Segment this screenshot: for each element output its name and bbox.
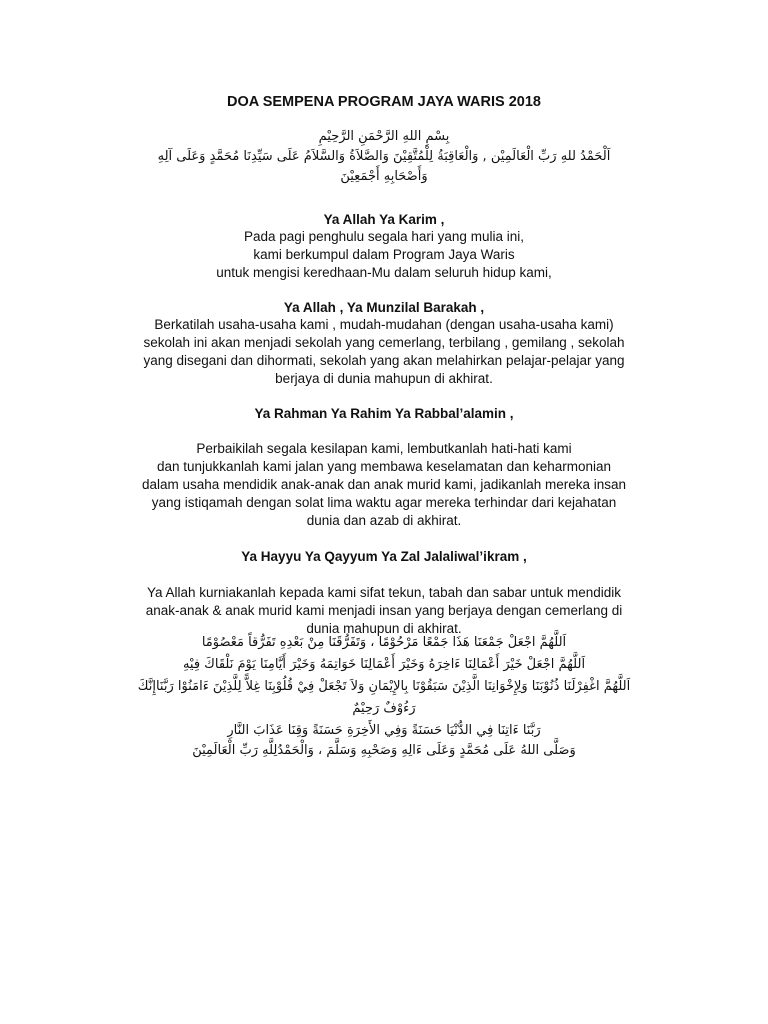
section2-line: yang disegani dan dihormati, sekolah yang akan melahirkan pelajar-pelajar yang — [143, 353, 625, 368]
section1-line: untuk mengisi keredhaan-Mu dalam seluruh hidup kami, — [216, 265, 552, 280]
section4-line: Ya Allah kurniakanlah kepada kami sifat tekun, tabah dan sabar untuk mendidik — [146, 585, 622, 600]
section3-line: yang istiqamah dengan solat lima waktu agar mereka terhindar dari kejahatan — [151, 495, 617, 510]
closing-dua-line: وَصَلَّى اللهُ عَلَى مُحَمَّدٍ وَعَلَى ءَالِهِ وَصَحْبِهِ وَسَلَّمَ ، وَالْحَمْدُلِلَّهِ رَبِّ الْعَالَمِيْنَ — [192, 743, 576, 758]
section4-heading: Ya Hayyu Ya Qayyum Ya Zal Jalaliwal’ikram , — [241, 549, 527, 564]
section1-line: Pada pagi penghulu segala hari yang mulia ini, — [244, 229, 524, 244]
section1-paragraph — [100, 228, 668, 282]
closing-dua-line: اَللَّهُمَّ اجْعَلْ خَيْرَ أَعْمَالِنَا ءَاخِرَهُ وَخَيْرَ أَعْمَالِنَا خَوَاتِمَهُ وَخَيْرَ أَيَّامِنَا يَوْمَ نَلْقَاكَ فِيْهِ — [182, 657, 586, 672]
section3-line: dan tunjukkanlah kami jalan yang membawa keselamatan dan keharmonian — [156, 459, 612, 474]
section2-line: berjaya di dunia mahupun di akhirat. — [275, 371, 493, 386]
closing-dua-line: اَللَّهُمَّ اغْفِرْلَنَا ذُنُوْبَنَا وَلِإِخْوَانِنَا الَّذِيْنَ سَبَقُوْنَا بِالإِيْمَانِ وَلاَ تَجْعَلْ فِيْ قُلُوْبِنَا غِلاًّ لِلَّذِيْنَ ءَامَنُوْا رَبَّنَاإِنَّكَ — [137, 679, 631, 694]
opening-praise-line: اَلْحَمْدُ للهِ رَبِّ الْعَالَمِيْن , وَالْعَاقِبَةُ لِلْمُتَّقِيْنَ وَالصَّلاَةُ وَالسَّلاَمُ عَلَى سَيِّدِنَا مُحَمَّدٍ وَعَلَى آلِهِ — [157, 149, 611, 164]
closing-dua-line: رَءُوْفٌ رَحِيْمٌ — [352, 701, 416, 716]
section3-line: dunia dan azab di akhirat. — [306, 513, 462, 528]
section4-line: dunia mahupun di akhirat. — [306, 621, 462, 636]
section2-heading: Ya Allah , Ya Munzilal Barakah , — [283, 300, 485, 315]
section4-paragraph — [100, 584, 668, 638]
section3-line: dalam usaha mendidik anak-anak dan anak murid kami, jadikanlah mereka insan — [141, 477, 627, 492]
closing-dua-line: اَللَّهُمَّ اجْعَلْ جَمْعَنَا هَذَا جَمْعًا مَرْحُوْمًا ، وَتَفَرُّقَنَا مِنْ بَعْدِهِ تَفَرُّقاً مَعْصُوْمًا — [201, 635, 567, 650]
opening-bismillah: بِسْمِ اللهِ الرَّحْمَنِ الرَّحِيْمِ — [318, 129, 450, 144]
section3-paragraph — [100, 440, 668, 530]
section1-heading: Ya Allah Ya Karim , — [323, 212, 445, 227]
section2-line: sekolah ini akan menjadi sekolah yang cemerlang, terbilang , gemilang , sekolah — [143, 335, 625, 350]
document-title: DOA SEMPENA PROGRAM JAYA WARIS 2018 — [227, 94, 541, 110]
closing-dua-line: رَبَّنَا ءَاتِنَا فِي الدُّنْيَا حَسَنَةً وَفِي الأَخِرَةِ حَسَنَةً وَقِنَا عَذَابَ النَّارِ — [227, 723, 541, 738]
section3-line: Perbaikilah segala kesilapan kami, lembutkanlah hati-hati kami — [196, 441, 572, 456]
section3-heading: Ya Rahman Ya Rahim Ya Rabbal’alamin , — [254, 406, 514, 421]
opening-praise-line-end: وَأَصْحَابِهِ أَجْمَعِيْنَ — [340, 169, 428, 184]
section2-paragraph — [100, 316, 668, 388]
section2-line: Berkatilah usaha-usaha kami , mudah-mudahan (dengan usaha-usaha kami) — [154, 317, 614, 332]
section1-line: kami berkumpul dalam Program Jaya Waris — [253, 247, 515, 262]
section4-line: anak-anak & anak murid kami menjadi insan yang berjaya dengan cemerlang di — [145, 603, 623, 618]
